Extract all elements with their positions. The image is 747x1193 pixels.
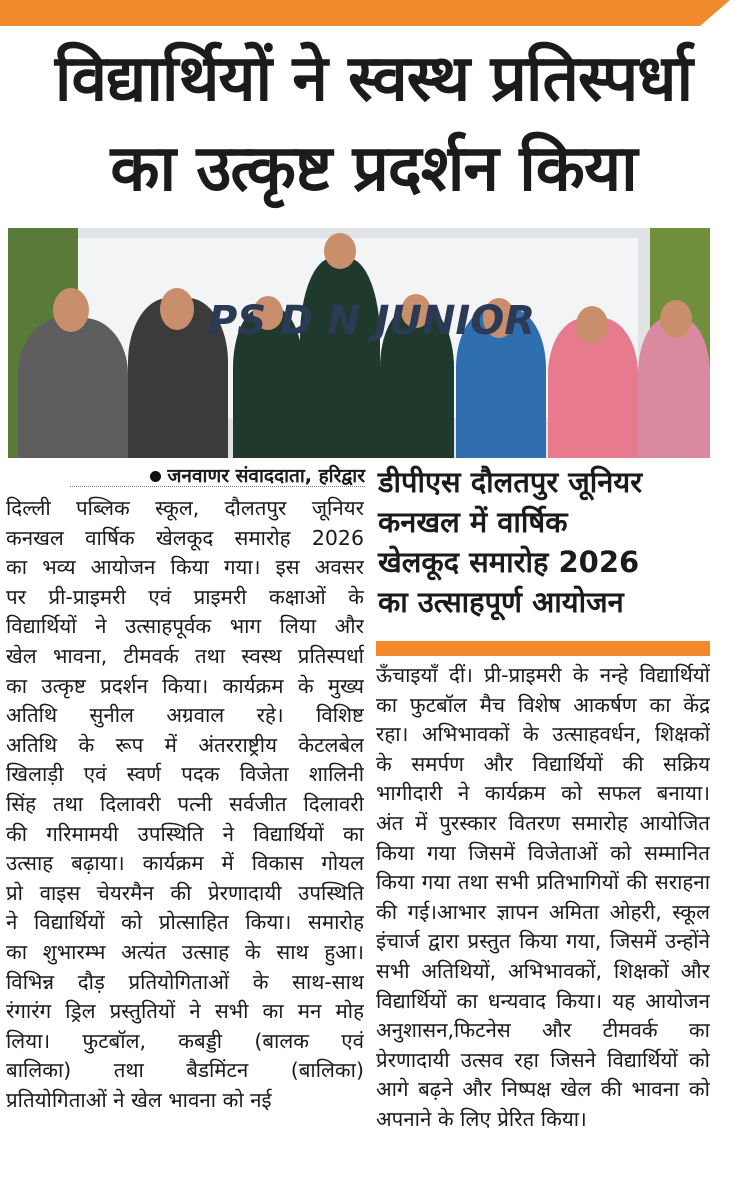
text-line: अपनाने के लिए प्रेरित किया।: [376, 1106, 587, 1131]
text-line: बालिका) तथा बैडमिंटन (बालिका): [6, 1058, 364, 1083]
text-line: अनुशासन,फिटनेस और टीमवर्क का: [376, 1018, 710, 1043]
text-line: लिया। फुटबॉल, कबड्डी (बालक एवं: [6, 1028, 364, 1053]
person: [638, 318, 710, 458]
section-accent-bar: [376, 641, 710, 656]
text-line: कनखल वार्षिक खेलकूद समारोह 2026: [6, 525, 364, 550]
text-line: विद्यार्थियों का धन्यवाद किया। यह आयोजन: [376, 988, 710, 1013]
text-line: दिल्ली पब्लिक स्कूल, दौलतपुर जूनियर: [6, 496, 364, 520]
person: [18, 318, 128, 458]
banner-text: PS D N JUNIOR: [208, 298, 536, 344]
byline-text: जनवाणर संवाददाता, हरिद्वार: [167, 465, 365, 487]
text-line: प्रो वाइस चेयरमैन की प्रेरणादायी उपस्थिति: [6, 880, 364, 905]
text-line: खेल भावना, टीमवर्क तथा स्वस्थ प्रतिस्पर्धा: [6, 643, 364, 668]
subheadline-line: का उत्साहपूर्ण आयोजन: [378, 585, 624, 619]
text-line: ने विद्यार्थियों को प्रोत्साहित किया। समारोह: [6, 910, 364, 935]
person-head: [53, 288, 89, 332]
byline: [70, 462, 365, 487]
person-head: [576, 306, 608, 344]
text-line: इंचार्ज द्वारा प्रस्तुत किया गया, जिसमें उन्होंने: [376, 929, 710, 954]
text-line: विद्यार्थियों ने उत्साहपूर्वक भाग लिया और: [6, 614, 364, 639]
text-line: अतिथि सुनील अग्रवाल रहे। विशिष्ट: [6, 703, 364, 728]
subheadline-line: खेलकूद समारोह 2026: [378, 545, 640, 579]
text-line: भागीदारी ने कार्यक्रम को सफल बनाया।: [376, 781, 710, 806]
text-line: सिंह तथा दिलावरी पत्नी सर्वजीत दिलावरी: [6, 791, 364, 816]
text-line: का शुभारम्भ अत्यंत उत्साह के साथ हुआ।: [6, 939, 364, 964]
article-column-right: [376, 661, 710, 1135]
event-photo: [8, 228, 710, 458]
top-accent-bar: [0, 0, 700, 26]
text-line: अतिथि के रूप में अंतरराष्ट्रीय केटलबेल: [6, 732, 364, 757]
text-line: प्रतियोगिताओं ने खेल भावना को नई: [6, 1087, 272, 1112]
text-line: किया गया तथा सभी प्रतिभागियों की सराहना: [376, 870, 710, 895]
person-head: [160, 288, 194, 330]
bullet-icon: [150, 471, 161, 482]
student-winner: [300, 258, 380, 458]
headline-line-1: विद्यार्थियों ने स्वस्थ प्रतिस्पर्धा: [54, 42, 693, 116]
text-line: उत्साह बढ़ाया। कार्यक्रम में विकास गोयल: [6, 851, 364, 876]
text-line: किया गया जिसमें विजेताओं को सम्मानित: [376, 840, 710, 865]
text-line: का फुटबॉल मैच विशेष आकर्षण का केंद्र: [376, 692, 710, 717]
text-line: रंगारंग ड्रिल प्रस्तुतियों ने सभी का मन मोह: [6, 999, 364, 1024]
person-head: [660, 300, 692, 338]
text-line: प्रेरणादायी उत्सव रहा जिसने विद्यार्थियों को: [376, 1047, 710, 1072]
subheadline: [378, 462, 718, 622]
person-head: [324, 233, 356, 269]
text-line: पर प्री-प्राइमरी एवं प्राइमरी कक्षाओं के: [6, 584, 364, 609]
text-line: के समर्पण और विद्यार्थियों की सक्रिय: [376, 751, 710, 776]
subheadline-line: डीपीएस दौलतपुर जूनियर: [378, 465, 643, 499]
text-line: विभिन्न दौड़ प्रतियोगिताओं के साथ-साथ: [6, 969, 364, 994]
headline-line-2: का उत्कृष्ट प्रदर्शन किया: [110, 132, 637, 206]
text-line: खिलाड़ी एवं स्वर्ण पदक विजेता शालिनी: [6, 762, 364, 787]
headline: [0, 34, 747, 214]
article-column-left: [6, 494, 364, 1115]
text-line: की गरिमामयी उपस्थिति ने विद्यार्थियों का: [6, 821, 364, 846]
text-line: अंत में पुरस्कार वितरण समारोह आयोजित: [376, 810, 710, 835]
text-line: ऊँचाइयाँ दीं। प्री-प्राइमरी के नन्हे विद्यार्थियों: [376, 663, 710, 687]
text-line: आगे बढ़ने और निष्पक्ष खेल की भावना को: [376, 1077, 710, 1102]
text-line: का भव्य आयोजन किया गया। इस अवसर: [6, 555, 364, 580]
subheadline-line: कनखल में वार्षिक: [378, 505, 568, 539]
text-line: सभी अतिथियों, अभिभावकों, शिक्षकों और: [376, 958, 710, 983]
text-line: की गई।आभार ज्ञापन अमिता ओहरी, स्कूल: [376, 899, 710, 924]
text-line: रहा। अभिभावकों के उत्साहवर्धन, शिक्षकों: [376, 722, 710, 747]
text-line: का उत्कृष्ट प्रदर्शन किया। कार्यक्रम के मुख्य: [6, 673, 364, 698]
